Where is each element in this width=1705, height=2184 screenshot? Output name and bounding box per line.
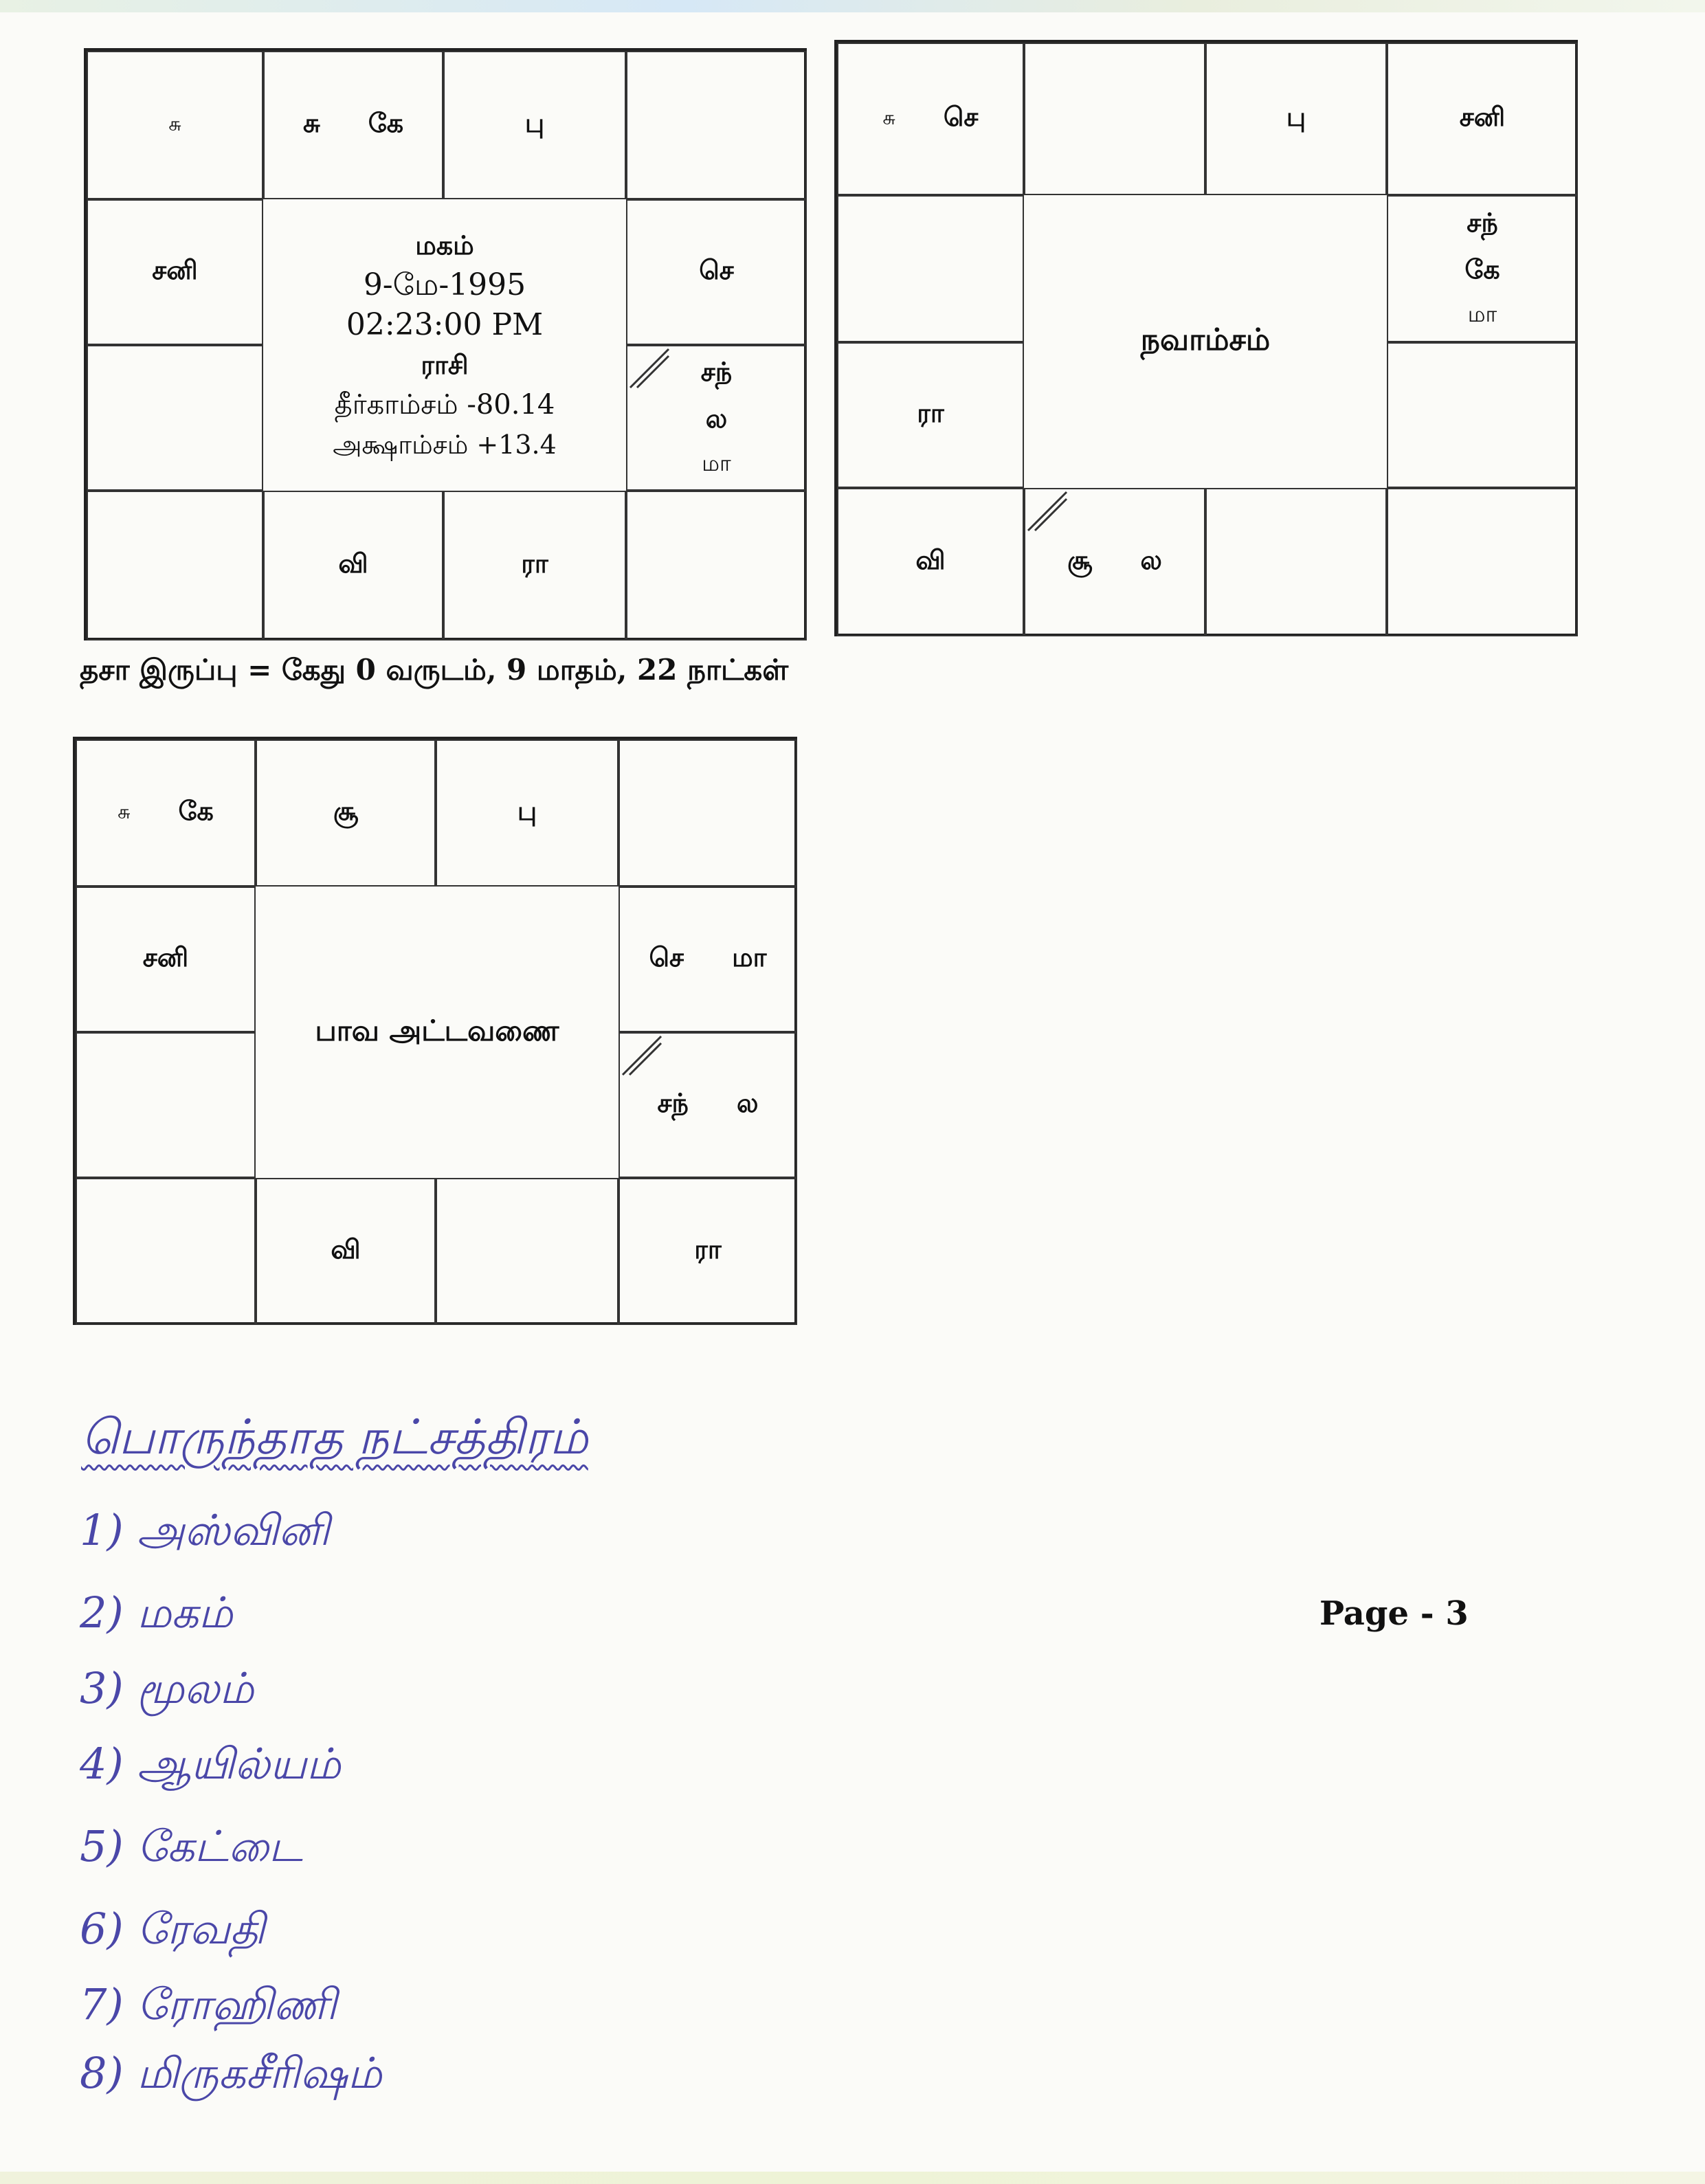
handwritten-title: பொருந்தாத நட்சத்திரம்: [81, 1409, 588, 1465]
handwritten-item: 1) அஸ்வினி: [80, 1505, 330, 1555]
handwritten-item: 5) கேட்டை: [80, 1821, 303, 1871]
bhava-chart: [73, 737, 797, 1325]
navamsa-label: நவாம்சம்: [1140, 322, 1271, 357]
navamsa-cell-r0c3: சனி: [1387, 43, 1578, 195]
bhava-cell-r1c0: சனி: [76, 887, 256, 1032]
bhava-cell-r3c1: வி: [256, 1178, 436, 1325]
bhava-cell-r0c1: சூ: [256, 739, 436, 887]
rasi-cell-r3c2: ரா: [443, 491, 626, 640]
navamsa-cell-r0c0: சு செ: [837, 43, 1024, 195]
bhava-cell-r3c2: [436, 1178, 619, 1325]
bhava-cell-r2c0: [76, 1032, 256, 1178]
rasi-cell-r0c3: [626, 51, 807, 199]
handwritten-item: 6) ரேவதி: [80, 1904, 265, 1954]
handwritten-item: 7) ரோஹிணி: [80, 1979, 337, 2029]
rasi-cell-r3c0: [87, 491, 263, 640]
navamsa-cell-r2c3: [1387, 342, 1578, 488]
rasi-cell-r0c1: சு கே: [263, 51, 443, 199]
rasi-cell-r3c1: வி: [263, 491, 443, 640]
navamsa-center: [1024, 195, 1387, 488]
rasi-time: 02:23:00 PM: [346, 307, 544, 342]
bhava-cell-r0c0: சு கே: [76, 739, 256, 887]
dasa-balance-text: தசா இருப்பு = கேது 0 வருடம், 9 மாதம், 22 நாட்கள்: [80, 653, 789, 687]
rasi-cell-r0c2: பு: [443, 51, 626, 199]
navamsa-cell-r1c0: [837, 195, 1024, 342]
handwritten-item: 3) மூலம்: [80, 1663, 254, 1713]
navamsa-cell-r3c3: [1387, 488, 1578, 636]
rasi-cell-r0c0: சு: [87, 51, 263, 199]
bhava-cell-r0c2: பு: [436, 739, 619, 887]
rasi-cell-r1c0: சனி: [87, 199, 263, 345]
navamsa-cell-r1c3: சந் கே மா: [1387, 195, 1578, 342]
rasi-longitude: தீர்காம்சம் -80.14: [334, 389, 555, 421]
navamsa-cell-r0c2: பு: [1205, 43, 1387, 195]
handwritten-item: 4) ஆயில்யம்: [80, 1739, 341, 1789]
rasi-cell-r3c3: [626, 491, 807, 640]
bhava-cell-r0c3: [619, 739, 797, 887]
rasi-latitude: அக்ஷாம்சம் +13.4: [333, 430, 557, 460]
bhava-cell-r1c3: செ மா: [619, 887, 797, 1032]
navamsa-cell-r3c0: வி: [837, 488, 1024, 636]
rasi-cell-r1c3: செ: [626, 199, 807, 345]
navamsa-cell-r0c1: [1024, 43, 1205, 195]
rasi-cell-r2c3: சந் ல மா: [626, 345, 807, 491]
rasi-label: ராசி: [421, 350, 469, 380]
rasi-center: [263, 199, 626, 491]
navamsa-cell-r2c0: ரா: [837, 342, 1024, 488]
handwritten-item: 2) மகம்: [80, 1587, 233, 1638]
bhava-cell-r2c3: சந் ல: [619, 1032, 797, 1178]
rasi-date: 9-மே-1995: [363, 267, 526, 302]
scan-top-edge: [0, 0, 1705, 12]
rasi-star: மகம்: [415, 230, 474, 260]
navamsa-chart: [834, 40, 1578, 636]
navamsa-cell-r3c1: சூ ல: [1024, 488, 1205, 636]
bhava-cell-r3c0: [76, 1178, 256, 1325]
page-number: Page - 3: [1319, 1594, 1469, 1633]
handwritten-item: 8) மிருகசீரிஷம்: [80, 2048, 382, 2098]
rasi-chart: [84, 48, 807, 640]
scan-bottom-edge: [0, 2172, 1705, 2184]
navamsa-cell-r3c2: [1205, 488, 1387, 636]
bhava-center: [256, 887, 619, 1178]
bhava-label: பாவ அட்டவணை: [315, 1013, 559, 1047]
bhava-cell-r3c3: ரா: [619, 1178, 797, 1325]
rasi-cell-r2c0: [87, 345, 263, 491]
